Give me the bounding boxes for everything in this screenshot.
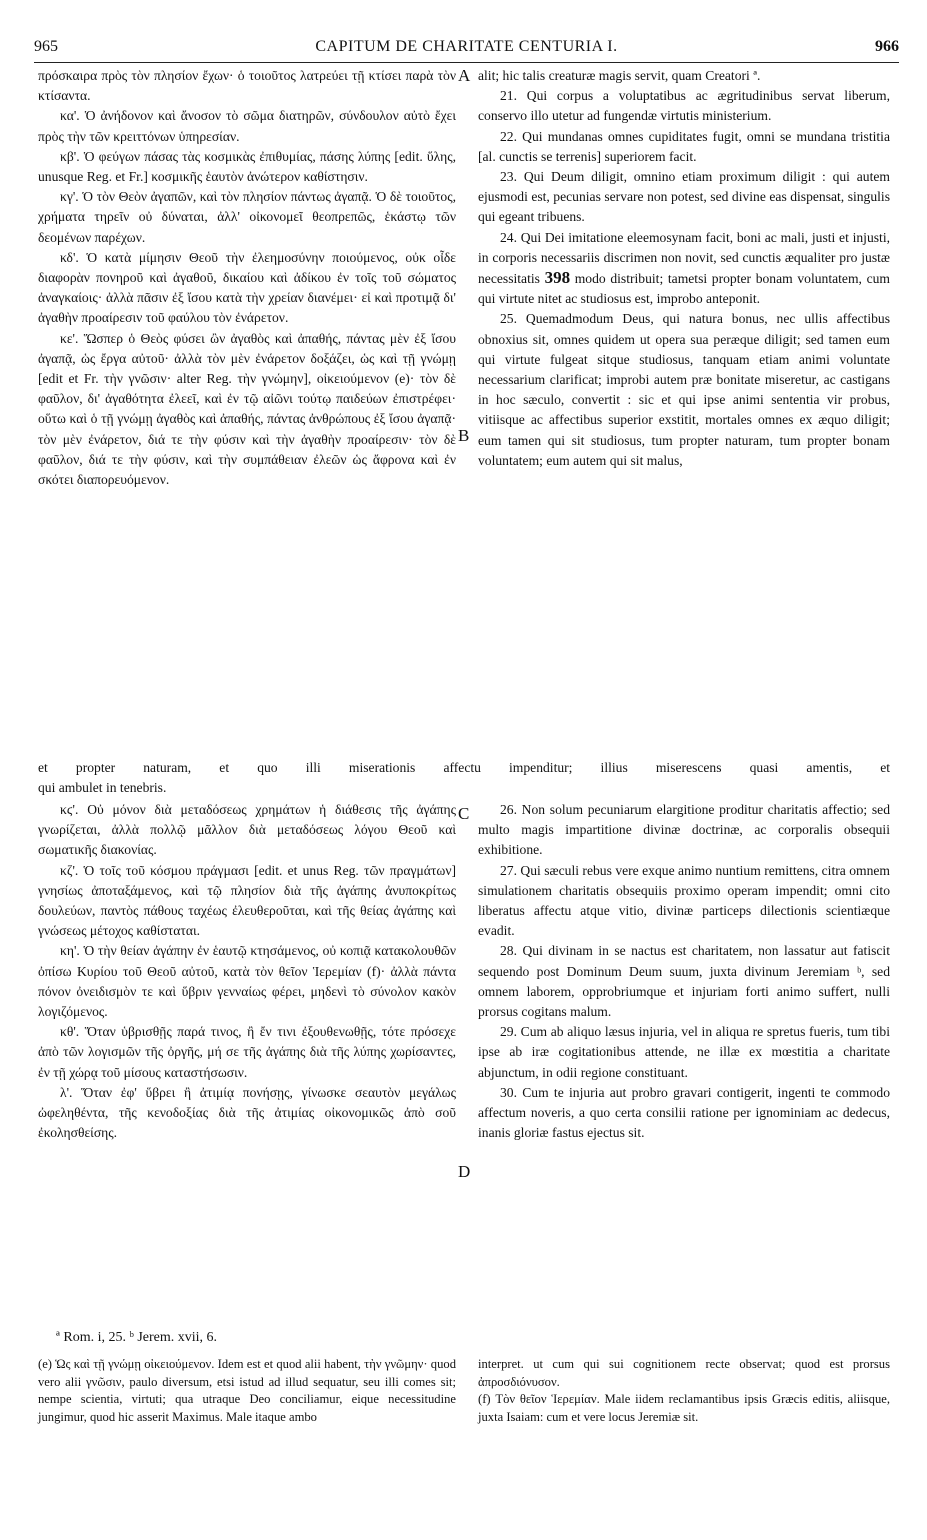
editorial-notes-right bbox=[478, 1356, 890, 1426]
margin-letter-a: A bbox=[458, 66, 471, 85]
latin-paragraph: alit; hic talis creaturæ magis servit, quam Creatori ª. bbox=[478, 68, 761, 83]
greek-paragraph: κη'. Ὁ τὴν θείαν ἀγάπην ἐν ἑαυτῷ κτησάμενος, οὐ κοπιᾷ κατακολουθῶν ὀπίσω Κυρίου τοῦ Θεοῦ αὐτοῦ, κατὰ τὸν θεῖον Ἱερεμίαν (f)· ἀλλὰ πάντα πόνον ὀνειδισμὸν τε καὶ ὕβριν γενναίως φέρει, μηδενὶ τὸ σύνολον κακὸν λογιζόμενος. bbox=[38, 943, 456, 1020]
greek-paragraph: κγ'. Ὁ τὸν Θεὸν ἀγαπῶν, καὶ τὸν πλησίον πάντως ἀγαπᾷ. Ὁ δὲ τοιοῦτος, χρήματα τηρεῖν οὐ δύναται, ἀλλ' οἰκονομεῖ θεοπρεπῶς, ἑκάστῳ τῶν δεομένων παρέχων. bbox=[38, 189, 456, 245]
column-number-badge: 398 bbox=[544, 268, 571, 288]
latin-paragraph: 29. Cum ab aliquo læsus injuria, vel in aliqua re spretus fueris, tum tibi ipse ab iræ cogitationibus attende, ne illæ ex mœstitia a charitate abjunctum, in odii regione constituant. bbox=[478, 1024, 890, 1080]
running-title: CAPITUM DE CHARITATE CENTURIA I. bbox=[315, 38, 618, 55]
greek-paragraph: κε'. Ὥσπερ ὁ Θεὸς φύσει ὢν ἀγαθὸς καὶ ἀπαθής, πάντας μὲν ἐξ ἴσου ἀγαπᾷ, ὡς ἔργα αὐτοῦ· ἀλλὰ τὸν μὲν ἐνάρετον δοξάζει, ὡς καὶ τῇ γνώμῃ [edit et Fr. τὴν γνῶσιν· alter Reg. τὴν γνώμην], οἰκειούμενον (e)· τὸν δὲ φαῦλον, δι' ἀγαθότητα ἐλεεῖ, καὶ ἐν τῷ αἰῶνι τούτῳ παιδεύων ἐπιστρέφει· οὕτω καὶ ὁ τῇ γνώμῃ ἀγαθὸς καὶ ἀπαθής, πάντας ἀνθρώπους ἐξ ἴσου ἀγαπᾷ· τὸν μὲν ἐνάρετον, διά τε τὴν φύσιν καὶ τὴν ἀγαθὴν προαίρεσιν· τὸν δὲ φαῦλον, διά τε τὴν φύσιν, καὶ τὴν συμπάθειαν ἐλεῶν ὡς ἄφρονα καὶ ἐν σκότει διαπορευόμενον. bbox=[38, 330, 456, 488]
latin-column-bottom bbox=[478, 800, 890, 1143]
greek-paragraph: κα'. Ὁ ἀνήδονον καὶ ἄνοσον τὸ σῶμα διατηρῶν, σύνδουλον αὐτὸ ἔχει πρὸς τὴν τῶν κρειττόνων ὑπηρεσίαν. bbox=[38, 108, 456, 144]
note-paragraph: (f) Τὸν θεῖον Ἱερεμίαν. Male iidem reclamantibus ipsis Græcis editis, aliisque, juxta Isaiam: cum et vere locus Jeremiæ sit. bbox=[478, 1392, 890, 1424]
editorial-notes-left bbox=[38, 1356, 456, 1426]
greek-paragraph: κζ'. Ὁ τοῖς τοῦ κόσμου πράγμασι [edit. et unus Reg. τῶν πραγμάτων] γνησίως ἀποταξάμενος, καὶ τῷ πλησίον διὰ τῆς ἀγάπης ἀνυποκρίτως δουλεύων, παντὸς πάθους ταχέως ἐλευθεροῦται, καὶ τῆς θείας ἀγάπης καὶ γνώσεως μέτοχος καθίσταται. bbox=[38, 862, 456, 939]
greek-paragraph: κδ'. Ὁ κατὰ μίμησιν Θεοῦ τὴν ἐλεημοσύνην ποιούμενος, οὐκ οἶδε διαφορὰν πονηροῦ καὶ ἀγαθοῦ, δικαίου καὶ ἀδίκου ἐν τοῖς τοῦ σώματος ἀναγκαίοις· ἀλλὰ πᾶσιν ἐξ ἴσου κατὰ τὴν χρείαν διανέμει· εἰ καὶ προτιμᾷ δι' ἀγαθὴν προαίρεσιν τοῦ φαύλου τὸν ἐνάρετον. bbox=[38, 249, 456, 326]
greek-paragraph: πρόσκαιρα πρὸς τὸν πλησίον ἔχων· ὁ τοιοῦτος λατρεύει τῇ κτίσει παρὰ τὸν κτίσαντα. bbox=[38, 68, 456, 104]
latin-paragraph: 30. Cum te injuria aut probro gravari contigerit, ingenti te commodo affectum noveris, a quo certa consilii ratione per ignominiam ac dedecus, inanis gloriæ fastus ejectus sit. bbox=[478, 1084, 890, 1141]
latin-paragraph: 25. Quemadmodum Deus, qui natura bonus, nec ullis affectibus obnoxius sit, omnes quidem ut opera sua peræque diligit; sed tamen eum qui virtute fulgeat sitque studiosus, tanquam etiam animi voluntate necessarium clarificat; improbi autem præ bonitate miseretur, ac castigans in hoc sæculo, convertit : sic et qui ipse animi sententia vir probus, vitiisque ac affectibus superior exstitit, mortales omnes ex æquo diligit; eum tamen qui sit studiosus, tum propter naturam, tum propter bonam voluntatem; eum autem qui sit malus, bbox=[478, 311, 890, 468]
greek-column-top bbox=[38, 66, 456, 490]
latin-text: modo distribuit; tametsi propter bonam voluntatem, cum qui virtute nitet ac studiosus est, improbo anteponit. bbox=[478, 271, 890, 307]
latin-column-top bbox=[478, 66, 890, 471]
page-number-right: 966 bbox=[875, 38, 899, 55]
spanning-line-end: qui ambulet in tenebris. bbox=[38, 780, 167, 795]
running-header bbox=[34, 34, 899, 63]
greek-paragraph: λ'. Ὅταν ἐφ' ὕβρει ἢ ἀτιμίᾳ πονήσῃς, γίνωσκε σεαυτὸν μεγάλως ὠφεληθέντα, τῆς κενοδοξίας διὰ τῆς ἀτιμίας οἰκονομικῶς ἀπὸ σοῦ ἐκολησθείσης. bbox=[38, 1084, 456, 1141]
page-number-left: 965 bbox=[34, 38, 58, 55]
note-paragraph: interpret. ut cum qui sui cognitionem recte observat; quod est prorsus ἀπροσδιόνυσον. bbox=[478, 1357, 890, 1389]
margin-letter-b: B bbox=[458, 426, 470, 445]
latin-paragraph: 27. Qui sæculi rebus vere exque animo nuntium remittens, citra omnem simulationem charitatis obsequiis proximo operam impendit; omni cito liberatus affectu atque vitio, divinæ particeps dilectionis scientiæque evadit. bbox=[478, 862, 890, 939]
greek-paragraph: κβ'. Ὁ φεύγων πάσας τὰς κοσμικὰς ἐπιθυμίας, πάσης λύπης [edit. ὕλης, unusque Reg. et Fr.] κοσμικῆς ἑαυτὸν ἀνώτερον καθίστησιν. bbox=[38, 148, 456, 185]
latin-paragraph: 28. Qui divinam in se nactus est charitatem, non lassatur aut fatiscit sequendo post Dominum Deum suum, juxta divinum Jeremiam ᵇ, sed omnem laborem, opprobriumque et injuriam forti animo suffert, nulli prorsus cogitans malum. bbox=[478, 943, 890, 1020]
latin-paragraph: 22. Qui mundanas omnes cupiditates fugit, omni se mundana tristitia [al. cunctis se terrenis] superiorem facit. bbox=[478, 128, 890, 164]
latin-text: 24. Qui Dei imitatione eleemosynam facit, boni ac mali, justi et injusti, in corporis necessariis discrimen non novit, sed cunctis æqualiter pro justæ necessitatis bbox=[478, 229, 890, 287]
latin-paragraph: 26. Non solum pecuniarum elargitione proditur charitatis affectio; sed multo magis impartitione divinæ doctrinæ, ac corporalis obsequii exhibitione. bbox=[478, 802, 890, 858]
margin-letter-c: C bbox=[458, 804, 470, 823]
greek-column-bottom bbox=[38, 800, 456, 1143]
spanning-line: et propter naturam, et quo illi miserationis affectu impenditur; illius miserescens quasi amentis, et bbox=[38, 760, 890, 775]
margin-letter-d: D bbox=[458, 1162, 471, 1181]
greek-paragraph: κϛ'. Οὐ μόνον διὰ μεταδόσεως χρημάτων ἡ διάθεσις τῆς ἀγάπης γνωρίζεται, ἀλλὰ πολλῷ μᾶλλον διὰ μεταδόσεως λόγου Θεοῦ καὶ σωματικῆς διακονίας. bbox=[38, 802, 456, 858]
latin-paragraph: 23. Qui Deum diligit, omnino etiam proximum diligit : qui autem ejusmodi est, pecunias servare non potest, sed divine eas dispensat, singulis qui egeant tribuens. bbox=[478, 169, 890, 225]
latin-paragraph bbox=[478, 228, 890, 310]
footnote-references: ª Rom. i, 25. ᵇ Jerem. xvii, 6. bbox=[56, 1330, 218, 1345]
greek-paragraph: κθ'. Ὅταν ὑβρισθῇς παρά τινος, ἢ ἔν τινι ἐξουθενωθῇς, τότε πρόσεχε ἀπὸ τῶν λογισμῶν τῆς ὀργῆς, μή σε τῆς ἀγάπης διὰ τῆς λύπης χωρίσαντες, ἐν τῇ χώρᾳ τοῦ μίσους καταστήσωσιν. bbox=[38, 1024, 456, 1080]
note-paragraph: (e) Ὡς καὶ τῇ γνώμῃ οἰκειούμενον. Idem est et quod alii habent, τὴν γνῶμην· quod vero alii γνῶσιν, paulo diversum, etsi istud ad illud sequatur, seu illi comes sit; nempe scientia, virtuti; qua utraque Deo conciliamur, eique necessitudine jungimur, quod hic asserit Maximus. Male itaque ambo bbox=[38, 1357, 456, 1424]
latin-paragraph: 21. Qui corpus a voluptatibus ac ægritudinibus servat liberum, conservo illo utetur ad fungendæ virtutis ministerium. bbox=[478, 88, 890, 124]
